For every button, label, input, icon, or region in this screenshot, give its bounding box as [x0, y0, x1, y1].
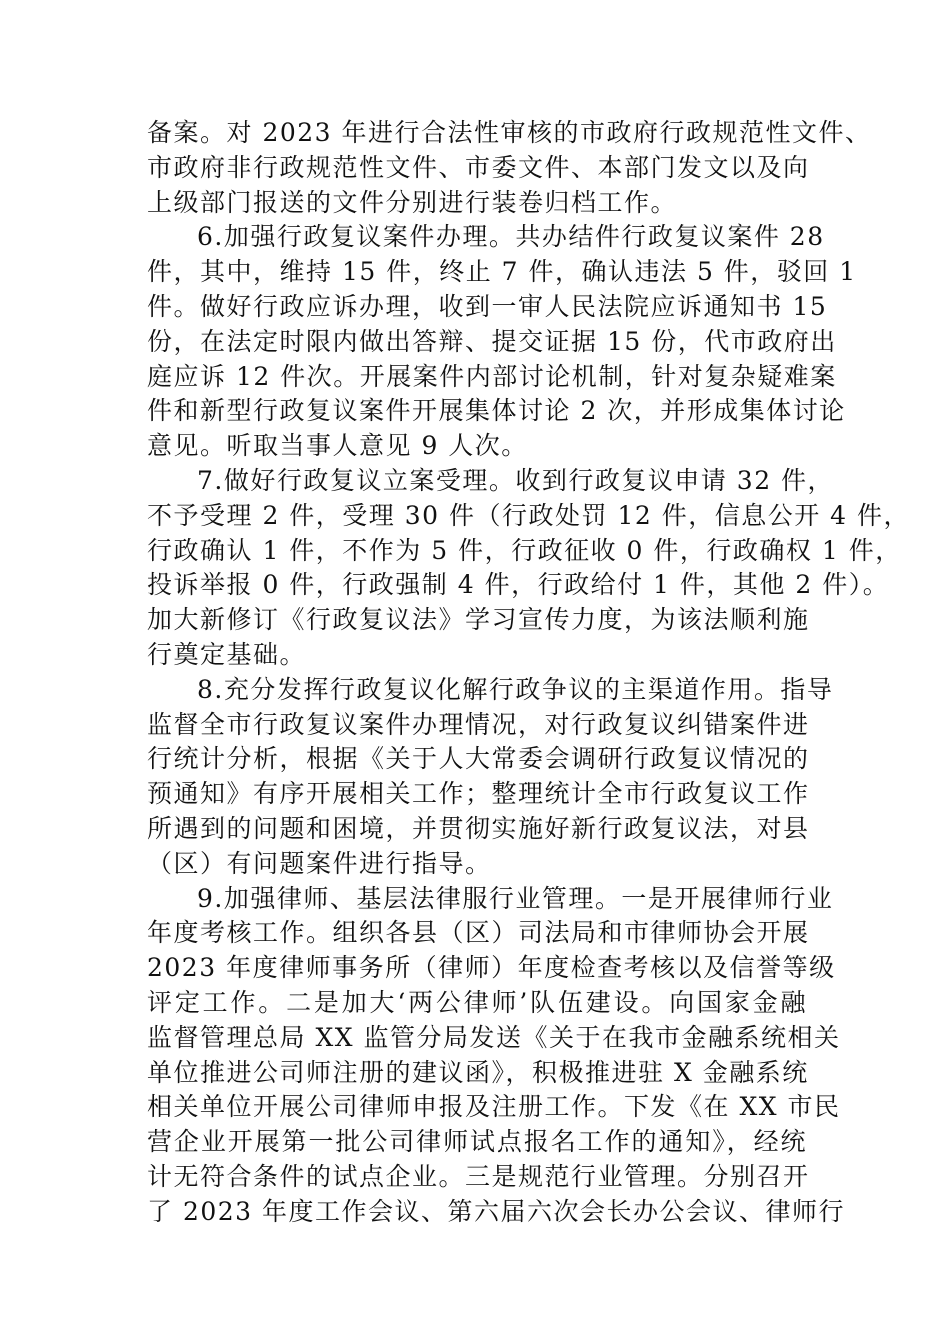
- text-line: 不予受理 2 件，受理 30 件（行政处罚 12 件，信息公开 4 件，: [147, 500, 911, 530]
- text-line: 市政府非行政规范性文件、市委文件、本部门发文以及向: [147, 152, 810, 182]
- text-line: 投诉举报 0 件，行政强制 4 件，行政给付 1 件，其他 2 件）。: [147, 570, 890, 600]
- body-text: [147, 116, 911, 1230]
- text-line: 所遇到的问题和困境，并贯彻实施好新行政复议法，对县: [147, 813, 810, 843]
- text-line: 行政确认 1 件，不作为 5 件，行政征收 0 件，行政确权 1 件，: [147, 535, 902, 565]
- text-line: （区）有问题案件进行指导。: [147, 848, 492, 878]
- text-line: 备案。对 2023 年进行合法性审核的市政府行政规范性文件、: [147, 118, 872, 147]
- text-line: 相关单位开展公司律师申报及注册工作。下发《在 XX 市民: [147, 1092, 841, 1122]
- text-line: 监督全市行政复议案件办理情况，对行政复议纠错案件进: [147, 709, 810, 739]
- text-line: 8.充分发挥行政复议化解行政争议的主渠道作用。指导: [197, 674, 834, 704]
- text-line: 件和新型行政复议案件开展集体讨论 2 次，并形成集体讨论: [147, 396, 846, 426]
- text-line: 份，在法定时限内做出答辩、提交证据 15 份，代市政府出: [147, 326, 837, 356]
- text-line: 了 2023 年度工作会议、第六届六次会长办公会议、律师行: [147, 1196, 846, 1226]
- text-line: 监督管理总局 XX 监管分局发送《关于在我市金融系统相关: [147, 1022, 841, 1052]
- text-line: 预通知》有序开展相关工作；整理统计全市行政复议工作: [147, 779, 810, 809]
- text-line: 营企业开展第一批公司律师试点报名工作的通知》，经统: [147, 1127, 807, 1157]
- text-line: 年度考核工作。组织各县（区）司法局和市律师协会开展: [147, 918, 810, 948]
- text-line: 评定工作。二是加大‘两公律师’队伍建设。向国家金融: [147, 987, 807, 1017]
- text-line: 件。做好行政应诉办理，收到一审人民法院应诉通知书 15: [147, 291, 828, 321]
- text-line: 6.加强行政复议案件办理。共办结件行政复议案件 28: [197, 222, 825, 252]
- text-line: 加大新修订《行政复议法》学习宣传力度，为该法顺利施: [147, 605, 810, 635]
- text-line: 上级部门报送的文件分别进行装卷归档工作。: [147, 187, 678, 217]
- text-line: 行奠定基础。: [147, 639, 307, 669]
- text-line: 计无符合条件的试点企业。三是规范行业管理。分别召开: [147, 1161, 810, 1191]
- text-line: 庭应诉 12 件次。开展案件内部讨论机制，针对复杂疑难案: [147, 361, 837, 391]
- text-line: 单位推进公司师注册的建议函》，积极推进驻 X 金融系统: [147, 1057, 809, 1087]
- text-line: 行统计分析，根据《关于人大常委会调研行政复议情况的: [147, 744, 810, 774]
- text-line: 2023 年度律师事务所（律师）年度检查考核以及信誉等级: [147, 953, 836, 983]
- text-line: 意见。听取当事人意见 9 人次。: [147, 431, 528, 461]
- text-line: 件，其中，维持 15 件，终止 7 件，确认违法 5 件，驳回 1: [147, 257, 857, 287]
- text-line: 7.做好行政复议立案受理。收到行政复议申请 32 件，: [197, 465, 835, 495]
- text-line: 9.加强律师、基层法律服行业管理。一是开展律师行业: [197, 883, 834, 913]
